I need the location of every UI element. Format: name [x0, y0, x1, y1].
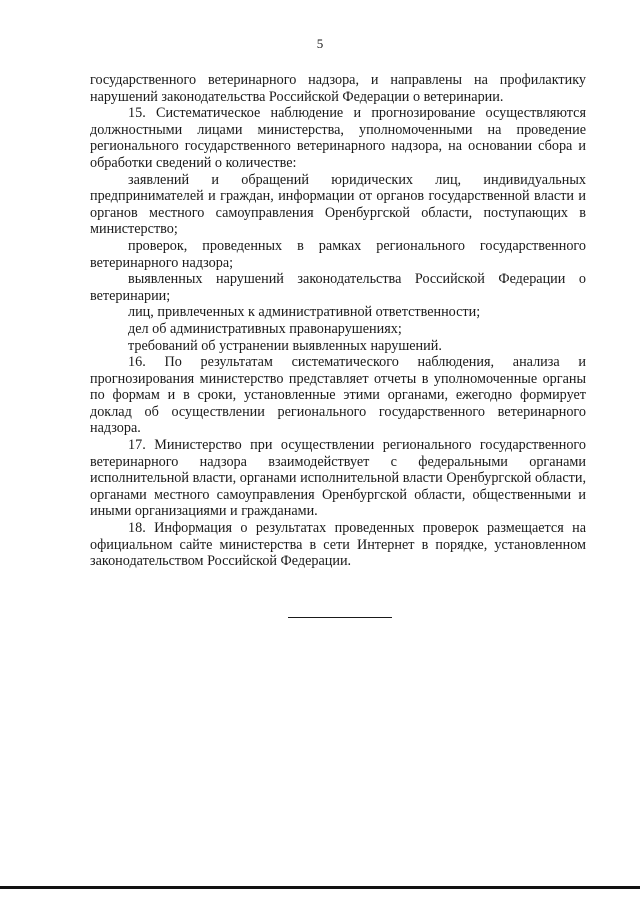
paragraph-15: 15. Систематическое наблюдение и прогнозирование осуществляются должностными лицами министерства, уполномоченными на проведение регионального государственного ветеринарного надзора, на основании сбора и обработки сведений о количестве: — [90, 105, 586, 171]
list-item-inspections: проверок, проведенных в рамках регионального государственного ветеринарного надзора; — [90, 237, 586, 271]
list-item-cases: дел об административных правонарушениях; — [128, 320, 402, 337]
scan-edge-line — [0, 886, 640, 889]
list-item-violations: выявленных нарушений законодательства Российской Федерации о ветеринарии; — [90, 271, 586, 304]
closing-divider-line — [288, 617, 392, 618]
list-item-requirements: требований об устранении выявленных нарушений. — [128, 337, 442, 354]
paragraph-16: 16. По результатам систематического наблюдения, анализа и прогнозирования министерство представляет отчеты в уполномоченные органы по формам и в сроки, установленные этими органами, ежегодно формирует доклад об осуществлении регионального государственного ветеринарного надзора. — [90, 354, 586, 437]
list-item-appeals: заявлений и обращений юридических лиц, индивидуальных предпринимателей и граждан, информации от органов государственной власти и органов местного самоуправления Оренбургской области, поступающих в министерство; — [90, 171, 586, 238]
list-item-liable-persons: лиц, привлеченных к административной ответственности; — [128, 304, 481, 321]
page-number: 5 — [316, 36, 324, 51]
document-body — [90, 72, 586, 570]
paragraph-17: 17. Министерство при осуществлении регионального государственного ветеринарного надзора взаимодействует с федеральными органами исполнительной власти, органами исполнительной власти Оренбургской области, органами местного самоуправления Оренбургской области, общественными и иными организациями и гражданами. — [90, 437, 586, 520]
paragraph-18: 18. Информация о результатах проведенных проверок размещается на официальном сайте министерства в сети Интернет в порядке, установленном законодательством Российской Федерации. — [90, 520, 586, 570]
paragraph-continuation: государственного ветеринарного надзора, и направлены на профилактику нарушений законодательства Российской Федерации о ветеринарии. — [90, 72, 586, 105]
